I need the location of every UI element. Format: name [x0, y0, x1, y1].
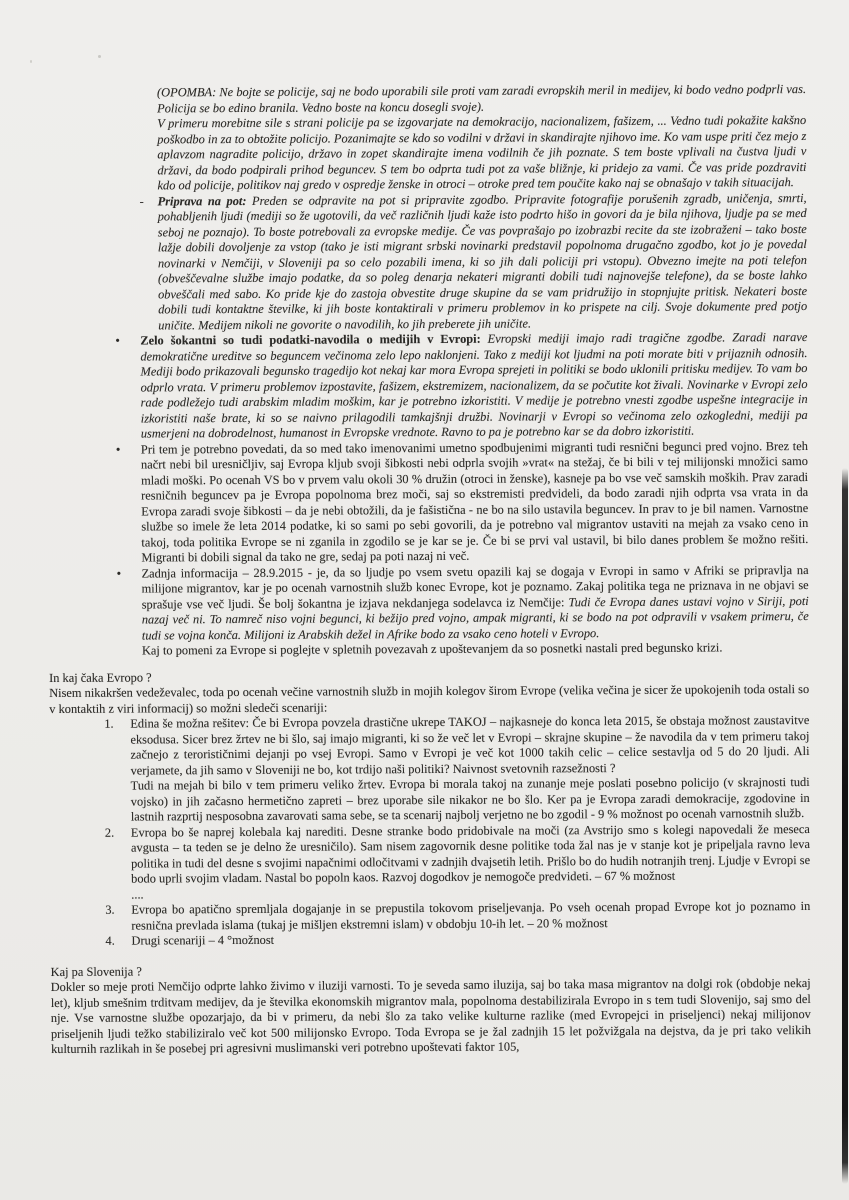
scan-speck	[98, 55, 101, 58]
bullet-marker: •	[115, 441, 121, 457]
section-europe	[49, 667, 810, 950]
scenario-numbered-list	[49, 713, 810, 949]
slovenia-paragraph: Dokler so meje proti Nemčijo odprte lahko živimo v iluziji varnosti. To je seveda samo iluzija, saj bo taka masa migrantov na dolgi rok (obdobje nekaj let), kljub smešnim trditvam medijev, da je številka ekonomskih migrantov mala, popolnoma destabilizirala Evropo in s tem tudi Slovenijo, saj smo del nje. Vse varnostne službe opozarjajo, da bi v primeru, da nebi šlo za tako velike kulturne razlike (med Evropejci in priseljenci) nekaj milijonov priseljenih ljudi težko stabiliziralo več kot 500 milijonsko Evropo. Toda Evropa se je žal zadnjih 15 let požvižgala na dejstva, da je pri tako velikih kulturnih razlikah in še posebej pri agresivni muslimanski veri potrebno upoštevati faktor 105,	[50, 976, 811, 1056]
bullet-item-media	[115, 330, 808, 442]
bullet-marker: •	[115, 332, 120, 348]
bullet-italic-text: Tudi če Evropa danes ustavi vojno v Siriji, poti nazaj več ni. To namreč niso vojni begunci, ki bežijo pred vojno, ampak migranti, ki se bodo na pot odpravili v vsakem primeru, če tudi se vojna konča. Milijoni iz Arabskih dežel in Afrike bodo za vsako ceno hoteli v Evropo.	[141, 593, 809, 643]
section-heading-slovenia: Kaj pa Slovenija ?	[50, 964, 142, 979]
scenario-paragraph: Edina še možna rešitev: Če bi Evropa povzela drastične ukrepe TAKOJ – najkasneje do konca leta 2015, še obstaja možnost zaustavitve eksodusa. Sicer brez žrtev ne bi šlo, saj imajo migranti, ki so že več let v Evropi – skrajne skupine – že navodila da v tem primeru takoj začnejo z terorističnimi dejanji po vsej Evropi. Samo v Evropi je več kot 1000 takih celic – celice sestavlja od 5 do 20 ljudi. Ali verjamete, da jih samo v Sloveniji ne bo, kot trdijo naši politiki? Naivnost svetovnih razsežnosti ?	[130, 713, 810, 778]
scan-speck	[30, 60, 32, 63]
note-paragraph-police: V primeru morebitne sile s strani policije pa se izgovarjate na demokracijo, nacionalizem, fašizem, ... Vedno tudi pokažite kakšno poškodbo in za to obtožite policijo. Pozanimajte se kdo so vodilni v državi in skandirajte njihovo ime. Ko vam uspe priti čez mejo z aplavzom nagradite policijo, državo in zopet skandirajte imena vodilnih če jih poznate. S tem boste vplivali na čustva ljudi v državi, da bodo podpirali prihod beguncev. S tem bo odprta tudi pot za vaše bližnje, ki pridejo za vami. Če vas pride pozdraviti kdo od policije, politikov naj gredo v ospredje ženske in otroci – otroke pred tem poučite kako naj se obnašajo v takih situacijah.	[157, 113, 807, 193]
dash-bullet-marker: -	[139, 193, 144, 209]
scenario-paragraph: Drugi scenariji – 4 °možnost	[131, 932, 275, 948]
scenario-ellipsis-line: ....	[131, 887, 144, 902]
scenario-number: 2.	[104, 825, 115, 840]
bullet-italic-text: Evropski mediji imajo radi tragične zgodbe. Zaradi narave demokratične ureditve so beguncem večinoma zelo lepo naklonjeni. Tako z mediji kot ljudmi na poti morate biti v prijaznih odnosih. Mediji bodo prikazovali begunsko tragedijo kot nekaj kar mora Evropa sprejeti in politiki se bodo uklonili pritisku medijev. To vam bo odprlo vrata. V primeru problemov izpostavite, fašizem, ekstremizem, nacionalizem, da se počutite kot živali. Novinarke v Evropi zelo rade podležejo tudi arabskim mladim moškim, kar je potrebno izkoristiti. V medije je potrebno vnesti zgodbe uspešne integracije in izkoristiti naše brate, ki so se naivno prilagodili tamkajšnji družbi. Novinarji v Evropi so večinoma zelo ozkogledni, mediji pa usmerjeni na dobrodelnost, humanost in Evropske vrednote. Ravno to pa je potrebno kar se da dobro izkoristiti.	[140, 330, 808, 441]
section-intro-paragraph: Nisem nikakršen vedeževalec, toda po ocenah večine varnostnih služb in mojih kolegov širom Evrope (velika večina je sicer že upokojenih toda ostali so v kontaktih z viri informacij) so možni sledeči scenariji:	[49, 682, 810, 716]
dash-item-text: Preden se odpravite na pot si pripravite zgodbo. Pripravite fotografije porušenih zgradb, uničenja, smrti, pohabljenih ljudi (mediji so že ugotovili, da več različnih ljudi kaže isto podrto hišo in govori da je bila njihova, ljudje pa se med seboj ne poznajo). To boste potrebovali za evropske medije. Če vas povprašajo po izobrazbi recite da ste izobraženi – tako boste lažje dobili dovoljenje za vstop (tako je isti migrant srbski novinarki predstavil popolnoma drugačno zgodbo, kot jo je povedal novinarki v Nemčiji, v Sloveniji pa so celo pozabili imena, ki so jih dali policiji pri vstopu). Obvezno imejte na poti telefon (obveščevalne službe imajo podatke, da so poleg denarja nekateri migranti dobili tudi najnovejše telefone), da se boste lahko obveščali med sabo. Ko pride kje do zastoja obvestite druge skupine da se vam pridružijo in stopnjujte pritisk. Nekateri boste dobili tudi kontaktne številke, ki jih boste kontaktirali v primeru problemov in ko prispete na cilj. Svoje dokumente pred potjo uničite. Medijem nikoli ne govorite o navodilih, ko jih preberete jih uničite.	[157, 190, 808, 332]
bullet-marker: •	[116, 565, 122, 581]
bullet-paragraph	[140, 330, 808, 442]
scenario-item-2	[104, 821, 811, 903]
scenario-number: 3.	[105, 902, 115, 917]
scenario-item-4	[105, 930, 810, 949]
section-slovenia	[51, 961, 811, 1058]
scanner-edge-artifact	[842, 468, 848, 1184]
scenario-paragraph: Evropa bo apatično spremljala dogajanje in se prepustila tokovom priseljevanja. Po vseh ocenah propad Evrope kot jo poznamo in resnična prevlada islama (tukaj je mišljen ekstremni islam) v obdobju 10-ih let. – 20 % možnost	[131, 899, 811, 933]
note-paragraph-opomba: (OPOMBA: Ne bojte se policije, saj ne bodo uporabili sile proti vam zaradi evropskih meril in medijev, ki bodo vedno podprli vas. Policija se bo edino branila. Vedno boste na koncu dosegli svoje).	[156, 82, 807, 115]
scenario-item-1	[104, 713, 810, 825]
scenario-paragraph: Evropa bo še naprej kolebala kaj narediti. Desne stranke bodo pridobivale na moči (za Avstrijo smo s kolegi napovedali že meseca avgusta – ta teden se je delno že uresničilo). Sam nisem zagovornik desne politike toda žal nas je v stanje kot je pripeljala ravno leva politika in tudi del desne s svojimi napačnimi odločitvami v zadnjih dvajsetih letih. Prišlo bo do hudih notranjih trenj. Ljudje v Evropi se bodo uprli svojim vladam. Nastal bo popoln kaos. Razvoj dogodkov je nemogoče predvideti. – 67 % možnost	[130, 821, 811, 886]
bullet-list	[47, 330, 809, 644]
bullet-closing-line: Kaj to pomeni za Evrope si poglejte v spletnih povezavah z upoštevanjem da so posnetki nastali pred begunsko krizi.	[141, 640, 723, 658]
bullet-item-last-info	[116, 562, 809, 644]
bullet-roman-text: Zadnja informacija – 28.9.2015 - je, da so ljudje po vsem svetu opazili kaj se dogaja v Evropi in samo v Afriki se pripravlja na milijone migrantov, kar je po ocenah varnostnih služb konec Evrope, kot je poznamo. Zakaj politika tega ne priznava in ne objavi se sprašuje vse več ljudi. Še bolj šokantna je izjava nekdanjega sodelavca iz Nemčije:	[141, 562, 809, 612]
dash-item-paragraph	[158, 191, 808, 334]
italic-note-block	[139, 82, 808, 333]
bullet-item-refugees	[115, 438, 809, 566]
document-content	[46, 82, 811, 1057]
bullet-paragraph: Pri tem je potrebno povedati, da so med tako imenovanimi umetno spodbujenimi migranti tudi resnični begunci pred vojno. Brez teh načrt nebi bil uresničljiv, saj Evropa kljub svoji šibkosti nebi odprla svojih »vrat« na stežaj, če bi bili v tej milijonski množici samo mladi moški. Po ocenah VS bo v prvem valu okoli 30 % družin (otroci in ženske), kasneje pa bo vse več samskih moških. Prav zaradi resničnih beguncev pa je Evropa popolnoma brez moči, saj so ekstremisti predvideli, da bodo zaradi njih odprta vsa vrata in da Evropa zaradi svoje šibkosti – da je nebi obtožili, da je fašistična - ne bo na silo ustavila beguncev. In prav to je bil namen. Varnostne službe so imele že leta 2014 podatke, ki so sami po sebi govorili, da je potrebno val migrantov ustaviti na mejah za vsako ceno in takoj, toda politika Evrope se ni zganila in zgodilo se je kar se je. Če bi se prvi val ustavil, bi bilo danes problem še možno rešiti. Migranti bi dobili signal da tako ne gre, sedaj pa poti nazaj ni več.	[140, 438, 809, 565]
bullet-paragraph	[142, 563, 809, 644]
scenario-number: 1.	[104, 716, 114, 731]
section-heading-europe: In kaj čaka Evropo ?	[49, 669, 152, 685]
scenario-number: 4.	[105, 933, 115, 948]
scenario-item-3	[105, 899, 811, 934]
bullet-lead-text: Zelo šokantni so tudi podatki-navodila o medijih v Evropi:	[140, 331, 481, 348]
scenario-paragraph: Tudi na mejah bi bilo v tem primeru veliko žrtev. Evropa bi morala takoj na zunanje meje poslati posebno policijo (v skrajnosti tudi vojsko) in jih začasno hermetično zapreti – brez uporabe sile nikakor ne bo šlo. Ker pa je Evropa zaradi demokracije, zgodovine in lastnih razprtij nesposobna zavarovati sama sebe, se ta scenarij najbolj verjetno ne bo zgodil - 9 % možnost po ocenah varnostnih služb.	[130, 775, 810, 824]
dash-list-item	[139, 190, 808, 334]
dash-item-label: Priprava na pot:	[157, 193, 247, 208]
